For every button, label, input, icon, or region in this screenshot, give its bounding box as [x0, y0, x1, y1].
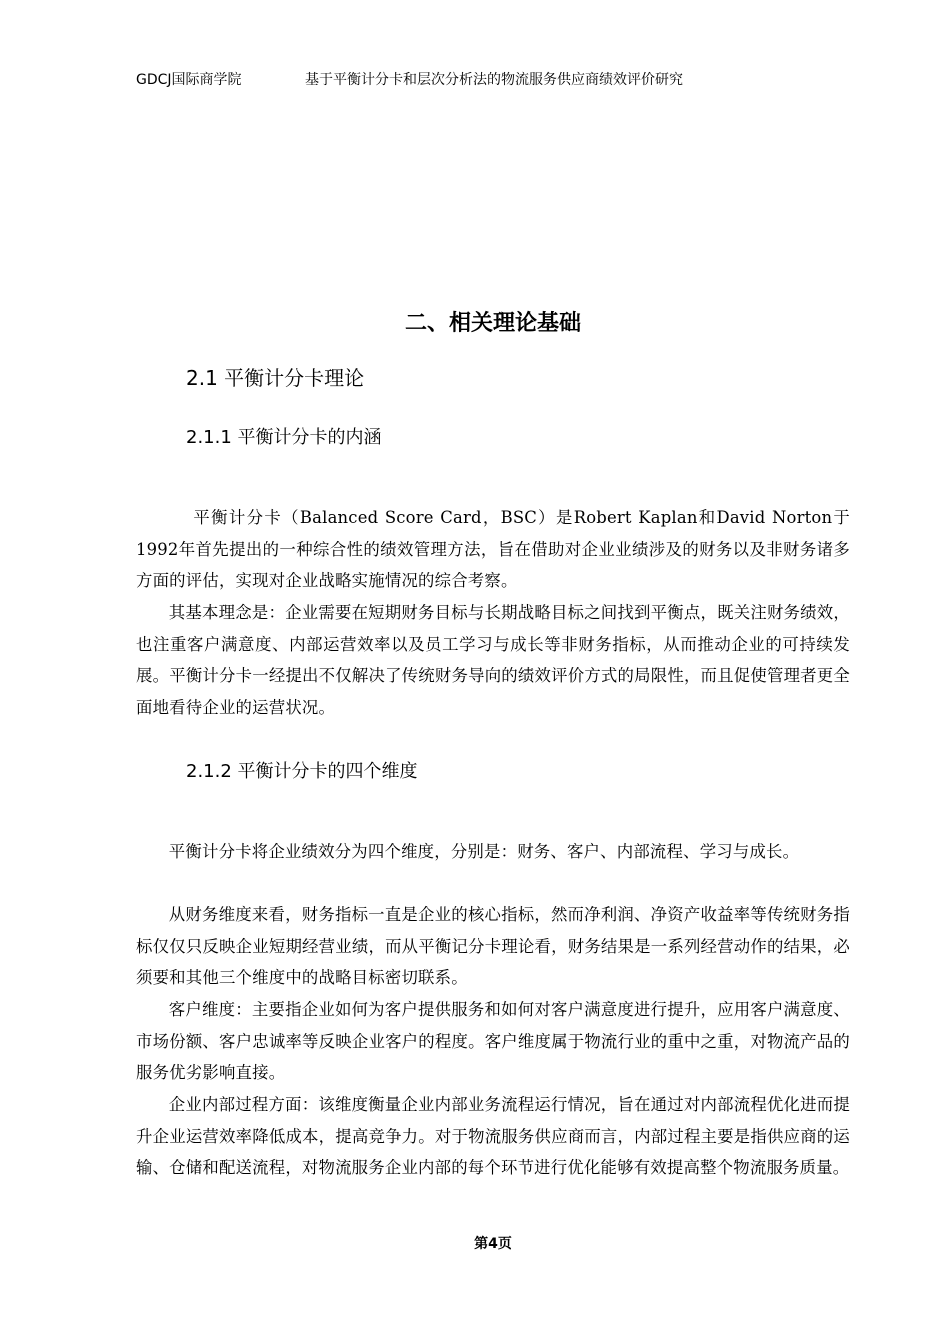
- paragraph-bsc-definition: 平衡计分卡（Balanced Score Card，BSC）是Robert Kaplan和David Norton于1992年首先提出的一种综合性的绩效管理方法，旨在借助对企业业绩涉及的财务以及非财务诸多方面的评估，实现对企业战略实施情况的综合考察。: [136, 508, 850, 590]
- paragraph-four-dimensions: 平衡计分卡将企业绩效分为四个维度，分别是：财务、客户、内部流程、学习与成长。: [168, 842, 800, 861]
- page-header: [136, 69, 836, 91]
- paragraph-customer-dimension: 客户维度：主要指企业如何为客户提供服务和如何对客户满意度进行提升，应用客户满意度、市场份额、客户忠诚率等反映企业客户的程度。客户维度属于物流行业的重中之重，对物流产品的服务优劣影响直接。: [136, 1000, 850, 1082]
- paragraph-financial-dimension: 从财务维度来看，财务指标一直是企业的核心指标，然而净利润、净资产收益率等传统财务指标仅仅只反映企业短期经营业绩，而从平衡记分卡理论看，财务结果是一系列经营动作的结果，必须要和其他三个维度中的战略目标密切联系。: [136, 905, 850, 987]
- section-heading-2-1-2: 2.1.2 平衡计分卡的四个维度: [186, 761, 418, 782]
- header-thesis-title: 基于平衡计分卡和层次分析法的物流服务供应商绩效评价研究: [305, 72, 683, 88]
- section-heading-2-1-1: 2.1.1 平衡计分卡的内涵: [186, 427, 382, 448]
- paragraph-bsc-concept: 其基本理念是：企业需要在短期财务目标与长期战略目标之间找到平衡点，既关注财务绩效，也注重客户满意度、内部运营效率以及员工学习与成长等非财务指标，从而推动企业的可持续发展。平衡计分卡一经提出不仅解决了传统财务导向的绩效评价方式的局限性，而且促使管理者更全面地看待企业的运营状况。: [136, 603, 850, 717]
- paragraph-internal-process-dimension: 企业内部过程方面：该维度衡量企业内部业务流程运行情况，旨在通过对内部流程优化进而提升企业运营效率降低成本，提高竞争力。对于物流服务供应商而言，内部过程主要是指供应商的运输、仓储和配送流程，对物流服务企业内部的每个环节进行优化能够有效提高整个物流服务质量。: [136, 1095, 850, 1177]
- section-heading-2-1: 2.1 平衡计分卡理论: [186, 366, 365, 390]
- header-school-name: GDCJ国际商学院: [136, 72, 242, 88]
- chapter-title: 二、相关理论基础: [404, 311, 581, 336]
- page-number: 第4页: [474, 1236, 512, 1252]
